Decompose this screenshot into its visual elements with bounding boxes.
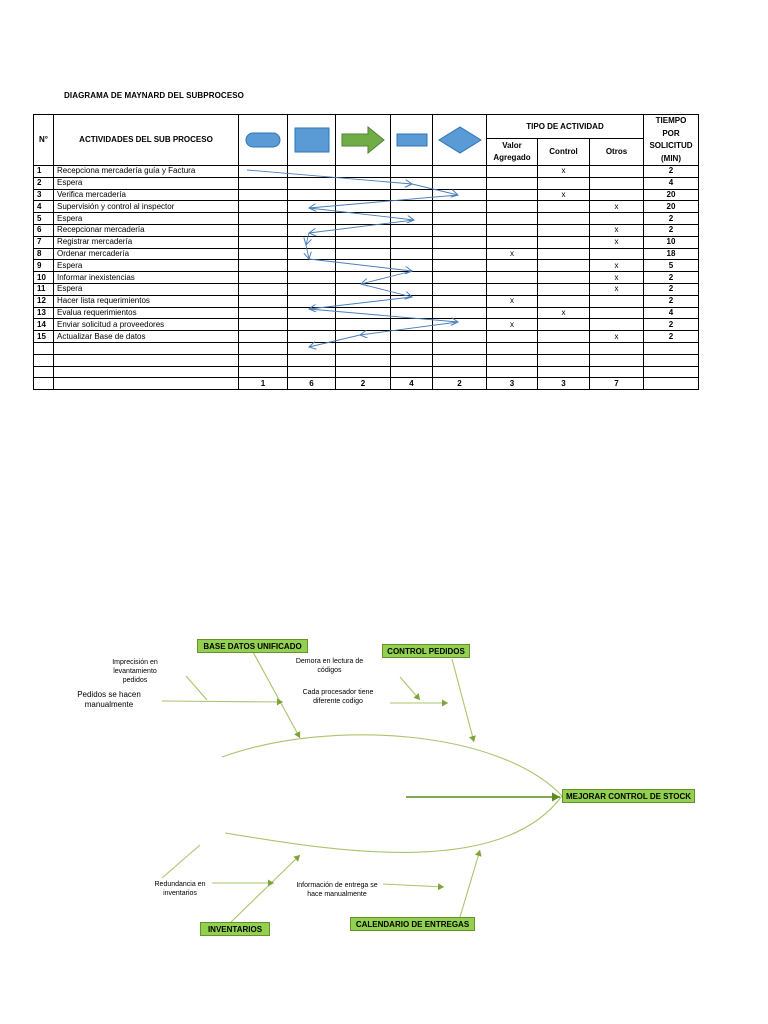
row-control <box>538 272 590 284</box>
symbol-cell <box>288 260 336 272</box>
symbol-cell <box>336 319 391 331</box>
row-control <box>538 201 590 213</box>
empty-cell <box>433 366 487 378</box>
symbol-cell <box>288 319 336 331</box>
row-otros <box>590 213 644 225</box>
row-activity: Actualizar Base de datos <box>54 331 239 343</box>
row-valor-agregado <box>487 331 538 343</box>
row-otros <box>590 166 644 178</box>
row-control <box>538 213 590 225</box>
table-row <box>34 319 699 331</box>
symbol-cell <box>239 236 288 248</box>
row-valor-agregado <box>487 213 538 225</box>
row-activity: Recepcionar mercadería <box>54 224 239 236</box>
row-activity: Ordenar mercadería <box>54 248 239 260</box>
empty-cell <box>644 354 699 366</box>
empty-cell <box>590 366 644 378</box>
row-activity: Hacer lista requerimientos <box>54 295 239 307</box>
cause-redundancia: Redundancia en inventarios <box>154 881 206 897</box>
row-tiempo: 5 <box>644 260 699 272</box>
symbol-cell <box>336 213 391 225</box>
totals-row <box>34 378 699 390</box>
symbol-cell-transport <box>336 115 391 166</box>
row-tiempo: 20 <box>644 189 699 201</box>
row-number: 9 <box>34 260 54 272</box>
table-row <box>34 260 699 272</box>
table-row <box>34 236 699 248</box>
row-tiempo: 2 <box>644 166 699 178</box>
row-otros <box>590 177 644 189</box>
total-cell: 1 <box>239 378 288 390</box>
row-activity: Espera <box>54 177 239 189</box>
empty-cell <box>288 342 336 354</box>
symbol-cell <box>336 295 391 307</box>
row-otros: x <box>590 272 644 284</box>
row-valor-agregado <box>487 224 538 236</box>
symbol-cell <box>288 272 336 284</box>
row-tiempo: 2 <box>644 295 699 307</box>
row-control: x <box>538 189 590 201</box>
empty-cell <box>644 342 699 354</box>
symbol-cell <box>433 189 487 201</box>
empty-cell <box>336 342 391 354</box>
row-number: 5 <box>34 213 54 225</box>
symbol-cell <box>288 295 336 307</box>
symbol-cell <box>391 260 433 272</box>
table-row <box>34 307 699 319</box>
symbol-cell <box>239 177 288 189</box>
row-tiempo: 10 <box>644 236 699 248</box>
symbol-cell <box>239 307 288 319</box>
symbol-cell <box>288 224 336 236</box>
cause-demora: Demora en lectura de códigos <box>295 658 364 674</box>
symbol-cell <box>288 307 336 319</box>
symbol-cell <box>336 307 391 319</box>
row-otros <box>590 307 644 319</box>
row-tiempo: 2 <box>644 319 699 331</box>
symbol-cell <box>391 307 433 319</box>
row-tiempo: 18 <box>644 248 699 260</box>
empty-cell <box>34 342 54 354</box>
row-activity: Espera <box>54 260 239 272</box>
empty-cell <box>590 342 644 354</box>
maynard-table <box>33 114 699 390</box>
symbol-cell <box>391 283 433 295</box>
symbol-cell <box>391 331 433 343</box>
empty-cell <box>487 342 538 354</box>
symbol-cell <box>336 236 391 248</box>
empty-cell <box>590 354 644 366</box>
row-number: 10 <box>34 272 54 284</box>
symbol-cell <box>433 248 487 260</box>
symbol-cell <box>433 236 487 248</box>
header-number: N° <box>34 115 54 166</box>
fishbone-upper-curve <box>222 735 562 796</box>
symbol-cell <box>391 166 433 178</box>
header-tiempo: TIEMPO POR SOLICITUD (MIN) <box>644 115 699 166</box>
row-valor-agregado: x <box>487 319 538 331</box>
empty-cell <box>336 366 391 378</box>
symbol-cell <box>433 307 487 319</box>
symbol-cell <box>288 331 336 343</box>
empty-cell <box>34 354 54 366</box>
empty-cell <box>239 354 288 366</box>
symbol-cell <box>336 248 391 260</box>
symbol-cell <box>391 248 433 260</box>
row-valor-agregado <box>487 260 538 272</box>
empty-cell <box>433 354 487 366</box>
symbol-cell <box>288 283 336 295</box>
row-tiempo: 20 <box>644 201 699 213</box>
row-number: 7 <box>34 236 54 248</box>
cause-cada-procesador: Cada procesador tiene diferente codigo <box>302 689 374 705</box>
row-otros: x <box>590 331 644 343</box>
symbol-cell <box>288 166 336 178</box>
row-tiempo: 2 <box>644 272 699 284</box>
table-row <box>34 283 699 295</box>
symbol-cell <box>336 201 391 213</box>
row-tiempo: 2 <box>644 283 699 295</box>
empty-cell <box>644 366 699 378</box>
row-control: x <box>538 166 590 178</box>
table-row <box>34 189 699 201</box>
category-inventarios: INVENTARIOS <box>200 922 270 936</box>
row-control <box>538 283 590 295</box>
symbol-cell-operation <box>239 115 288 166</box>
row-otros <box>590 189 644 201</box>
row-valor-agregado: x <box>487 295 538 307</box>
symbol-cell <box>391 189 433 201</box>
symbol-cell <box>433 177 487 189</box>
row-valor-agregado <box>487 189 538 201</box>
symbol-cell <box>433 213 487 225</box>
row-activity: Registrar mercadería <box>54 236 239 248</box>
rounded-rect-icon <box>245 132 281 148</box>
symbol-cell <box>288 177 336 189</box>
symbol-cell <box>433 224 487 236</box>
row-number: 14 <box>34 319 54 331</box>
header-tipo-actividad: TIPO DE ACTIVIDAD <box>487 115 644 139</box>
symbol-cell <box>239 295 288 307</box>
symbol-cell <box>288 189 336 201</box>
arrow-right-icon <box>340 126 386 154</box>
bone-calendario <box>460 850 480 917</box>
symbol-cell <box>433 260 487 272</box>
row-control <box>538 260 590 272</box>
row-number: 13 <box>34 307 54 319</box>
header-valor-agregado: Valor Agregado <box>487 139 538 166</box>
cause-imprecision: Imprecisión en levantamiento pedidos <box>112 659 158 684</box>
cause-line-pedidos <box>162 701 283 702</box>
symbol-cell <box>391 177 433 189</box>
table-row <box>34 166 699 178</box>
table-row <box>34 177 699 189</box>
empty-cell <box>288 354 336 366</box>
empty-cell <box>336 354 391 366</box>
row-control <box>538 236 590 248</box>
symbol-cell <box>433 319 487 331</box>
symbol-cell <box>391 213 433 225</box>
row-valor-agregado <box>487 307 538 319</box>
symbol-cell <box>433 272 487 284</box>
row-tiempo: 2 <box>644 331 699 343</box>
empty-cell <box>54 342 239 354</box>
symbol-cell <box>433 166 487 178</box>
row-tiempo: 4 <box>644 307 699 319</box>
symbol-cell <box>239 319 288 331</box>
symbol-cell <box>288 248 336 260</box>
row-otros <box>590 319 644 331</box>
total-cell: 3 <box>538 378 590 390</box>
empty-cell <box>538 354 590 366</box>
symbol-cell <box>336 272 391 284</box>
symbol-cell <box>288 213 336 225</box>
cause-pedidos-manual: Pedidos se hacen manualmente <box>77 690 141 709</box>
symbol-cell <box>336 189 391 201</box>
row-number: 12 <box>34 295 54 307</box>
row-activity: Espera <box>54 213 239 225</box>
row-control <box>538 177 590 189</box>
row-otros: x <box>590 201 644 213</box>
cause-line-entrega <box>383 884 444 887</box>
table-row-empty <box>34 342 699 354</box>
row-control: x <box>538 307 590 319</box>
table-row <box>34 213 699 225</box>
empty-cell <box>487 366 538 378</box>
symbol-cell <box>391 272 433 284</box>
effect-box: MEJORAR CONTROL DE STOCK <box>562 789 695 803</box>
symbol-cell <box>433 283 487 295</box>
symbol-cell <box>239 166 288 178</box>
symbol-cell <box>239 224 288 236</box>
square-icon <box>293 127 331 153</box>
symbol-cell-delay <box>391 115 433 166</box>
header-control: Control <box>538 139 590 166</box>
symbol-cell <box>288 201 336 213</box>
cause-line-control-1 <box>400 677 420 700</box>
total-cell: 2 <box>336 378 391 390</box>
symbol-cell <box>239 248 288 260</box>
symbol-cell <box>239 260 288 272</box>
row-control <box>538 331 590 343</box>
row-valor-agregado: x <box>487 248 538 260</box>
empty-cell <box>239 366 288 378</box>
header-otros: Otros <box>590 139 644 166</box>
row-number: 15 <box>34 331 54 343</box>
table-row <box>34 224 699 236</box>
totals-empty <box>34 378 54 390</box>
row-tiempo: 2 <box>644 224 699 236</box>
symbol-cell <box>239 272 288 284</box>
total-cell: 4 <box>391 378 433 390</box>
row-number: 2 <box>34 177 54 189</box>
symbol-cell <box>336 283 391 295</box>
symbol-cell-inspection <box>288 115 336 166</box>
symbol-cell <box>433 331 487 343</box>
empty-cell <box>391 354 433 366</box>
table-row <box>34 248 699 260</box>
category-control-pedidos: CONTROL PEDIDOS <box>382 644 470 658</box>
empty-cell <box>538 366 590 378</box>
empty-cell <box>54 354 239 366</box>
category-base-datos: BASE DATOS UNIFICADO <box>197 639 308 653</box>
symbol-cell <box>239 331 288 343</box>
row-number: 1 <box>34 166 54 178</box>
empty-cell <box>239 342 288 354</box>
table-row <box>34 331 699 343</box>
symbol-cell <box>391 319 433 331</box>
symbol-cell <box>239 213 288 225</box>
cause-line-inventarios-upper <box>162 845 200 878</box>
diamond-icon <box>438 126 482 154</box>
fishbone-lower-curve <box>225 796 562 852</box>
symbol-cell <box>239 283 288 295</box>
table-row <box>34 201 699 213</box>
symbol-cell <box>239 189 288 201</box>
empty-cell <box>433 342 487 354</box>
totals-empty <box>644 378 699 390</box>
table-row-empty <box>34 354 699 366</box>
symbol-cell-storage <box>433 115 487 166</box>
symbol-cell <box>288 236 336 248</box>
row-control <box>538 224 590 236</box>
empty-cell <box>54 366 239 378</box>
symbol-cell <box>336 224 391 236</box>
row-valor-agregado <box>487 283 538 295</box>
row-otros: x <box>590 224 644 236</box>
row-number: 8 <box>34 248 54 260</box>
symbol-cell <box>391 224 433 236</box>
row-otros: x <box>590 283 644 295</box>
maynard-diagram-title: DIAGRAMA DE MAYNARD DEL SUBPROCESO <box>64 91 245 100</box>
row-number: 3 <box>34 189 54 201</box>
row-number: 11 <box>34 283 54 295</box>
row-activity: Supervisión y control al inspector <box>54 201 239 213</box>
row-valor-agregado <box>487 166 538 178</box>
row-activity: Verifica mercadería <box>54 189 239 201</box>
row-activity: Evalua requerimientos <box>54 307 239 319</box>
row-otros <box>590 295 644 307</box>
symbol-cell <box>391 295 433 307</box>
empty-cell <box>288 366 336 378</box>
symbol-cell <box>336 177 391 189</box>
row-control <box>538 319 590 331</box>
row-activity: Enviar solicitud a proveedores <box>54 319 239 331</box>
table-row-empty <box>34 366 699 378</box>
symbol-cell <box>391 236 433 248</box>
total-cell: 7 <box>590 378 644 390</box>
row-number: 4 <box>34 201 54 213</box>
row-tiempo: 4 <box>644 177 699 189</box>
row-valor-agregado <box>487 236 538 248</box>
row-number: 6 <box>34 224 54 236</box>
empty-cell <box>391 366 433 378</box>
row-activity: Informar inexistencias <box>54 272 239 284</box>
symbol-cell <box>433 201 487 213</box>
symbol-cell <box>336 166 391 178</box>
rectangle-icon <box>396 133 428 147</box>
total-cell: 6 <box>288 378 336 390</box>
row-activity: Recepciona mercadería guía y Factura <box>54 166 239 178</box>
row-activity: Espera <box>54 283 239 295</box>
maynard-table-body <box>34 166 699 390</box>
symbol-cell <box>391 201 433 213</box>
row-otros: x <box>590 236 644 248</box>
total-cell: 3 <box>487 378 538 390</box>
row-valor-agregado <box>487 272 538 284</box>
row-valor-agregado <box>487 177 538 189</box>
empty-cell <box>391 342 433 354</box>
table-row <box>34 272 699 284</box>
row-valor-agregado <box>487 201 538 213</box>
cause-line-imprecision <box>186 676 207 700</box>
category-calendario: CALENDARIO DE ENTREGAS <box>350 917 475 931</box>
symbol-cell <box>336 260 391 272</box>
row-otros: x <box>590 260 644 272</box>
row-control <box>538 248 590 260</box>
empty-cell <box>487 354 538 366</box>
table-row <box>34 295 699 307</box>
empty-cell <box>34 366 54 378</box>
header-activities: ACTIVIDADES DEL SUB PROCESO <box>54 115 239 166</box>
bone-control-pedidos <box>452 659 474 742</box>
cause-informacion-entrega: Información de entrega se hace manualmente <box>296 882 378 898</box>
symbol-cell <box>336 331 391 343</box>
totals-empty <box>54 378 239 390</box>
row-otros <box>590 248 644 260</box>
symbol-cell <box>239 201 288 213</box>
row-control <box>538 295 590 307</box>
row-tiempo: 2 <box>644 213 699 225</box>
empty-cell <box>538 342 590 354</box>
total-cell: 2 <box>433 378 487 390</box>
symbol-cell <box>433 295 487 307</box>
